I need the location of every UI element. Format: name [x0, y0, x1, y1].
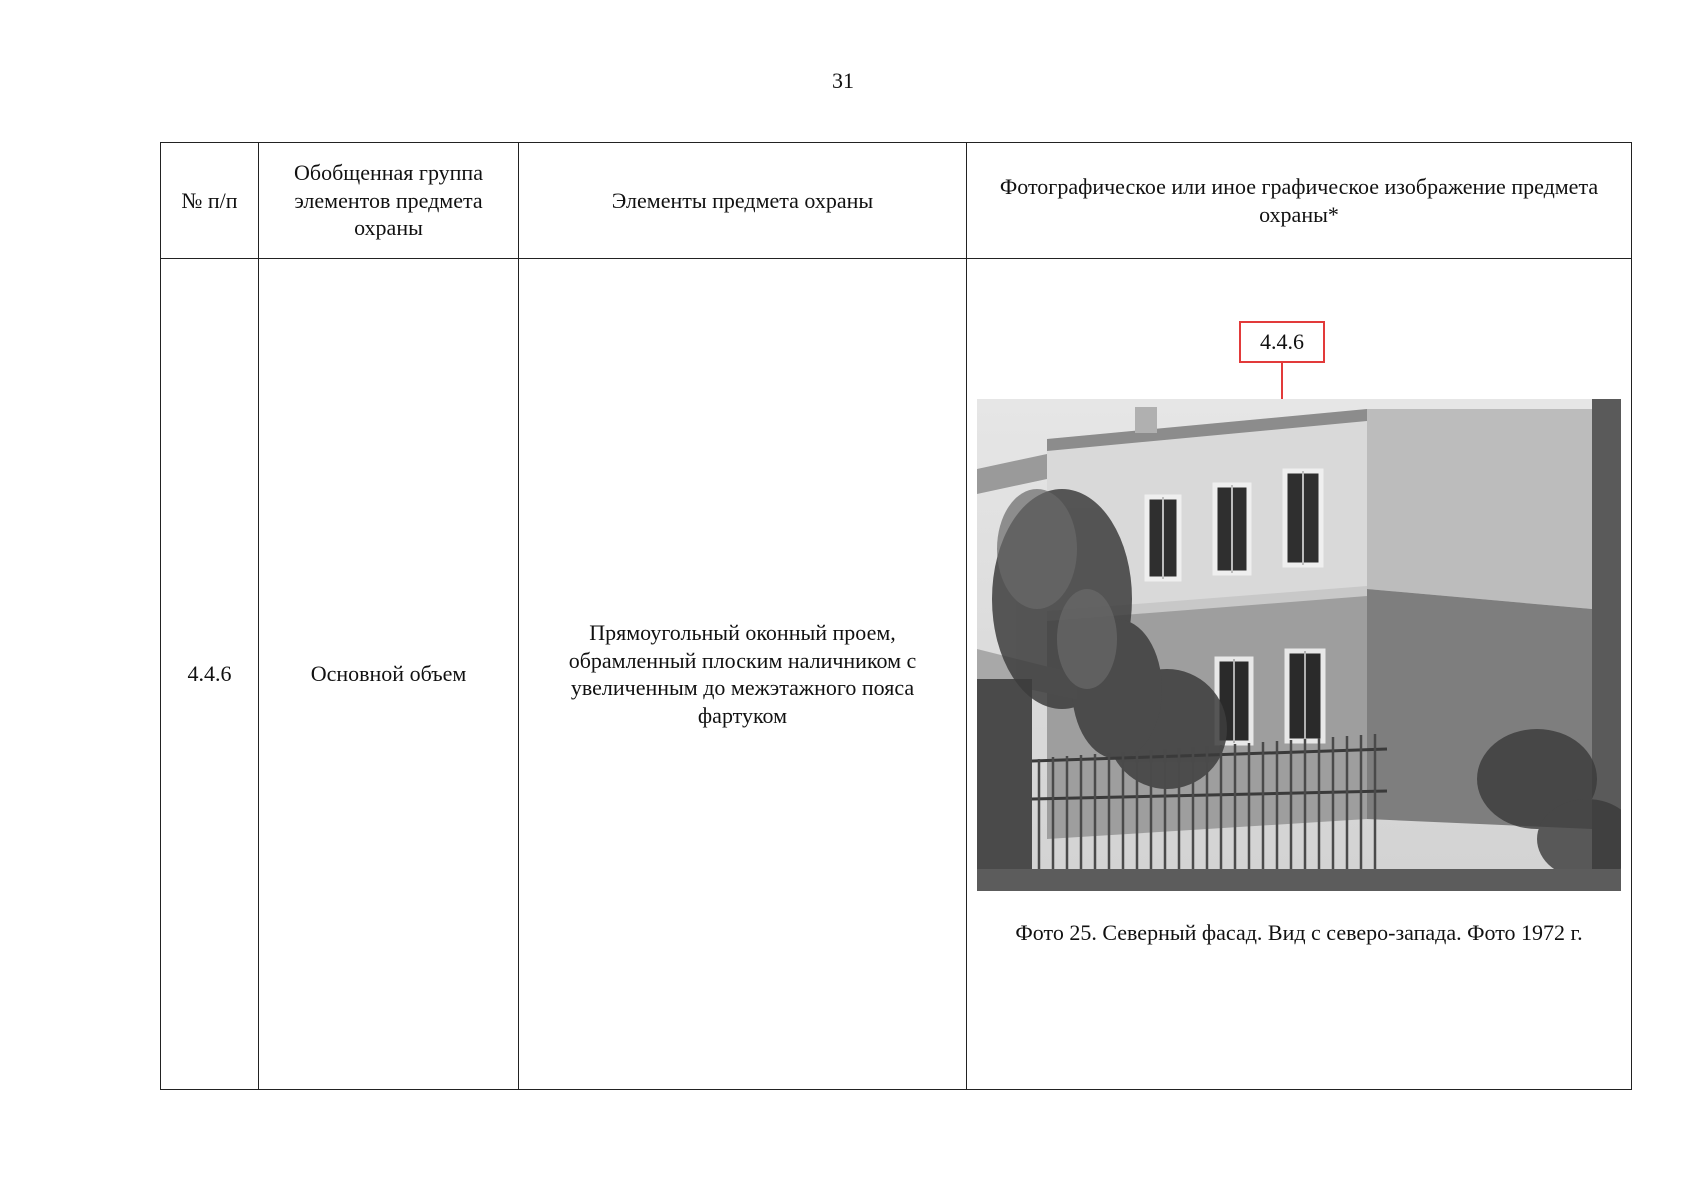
protection-table	[160, 142, 1632, 1090]
building-photo	[977, 399, 1621, 891]
callout-label: 4.4.6	[1239, 321, 1325, 363]
cell-group: Основной объем	[259, 259, 519, 1090]
photo-container	[967, 259, 1631, 1089]
cell-num: 4.4.6	[161, 259, 259, 1090]
table-row	[161, 259, 1632, 1090]
table-header-row	[161, 143, 1632, 259]
cell-photo	[967, 259, 1632, 1090]
page-number: 31	[832, 68, 854, 93]
header-elements: Элементы предмета охраны	[519, 143, 967, 259]
photo-caption: Фото 25. Северный фасад. Вид с северо-запада. Фото 1972 г.	[1015, 920, 1583, 945]
header-photo: Фотографическое или иное графическое изображение предмета охраны*	[967, 143, 1632, 259]
header-group: Обобщенная группа элементов предмета охраны	[259, 143, 519, 259]
cell-elements: Прямоугольный оконный проем, обрамленный плоским наличником с увеличенным до межэтажного пояса фартуком	[519, 259, 967, 1090]
header-num: № п/п	[161, 143, 259, 259]
